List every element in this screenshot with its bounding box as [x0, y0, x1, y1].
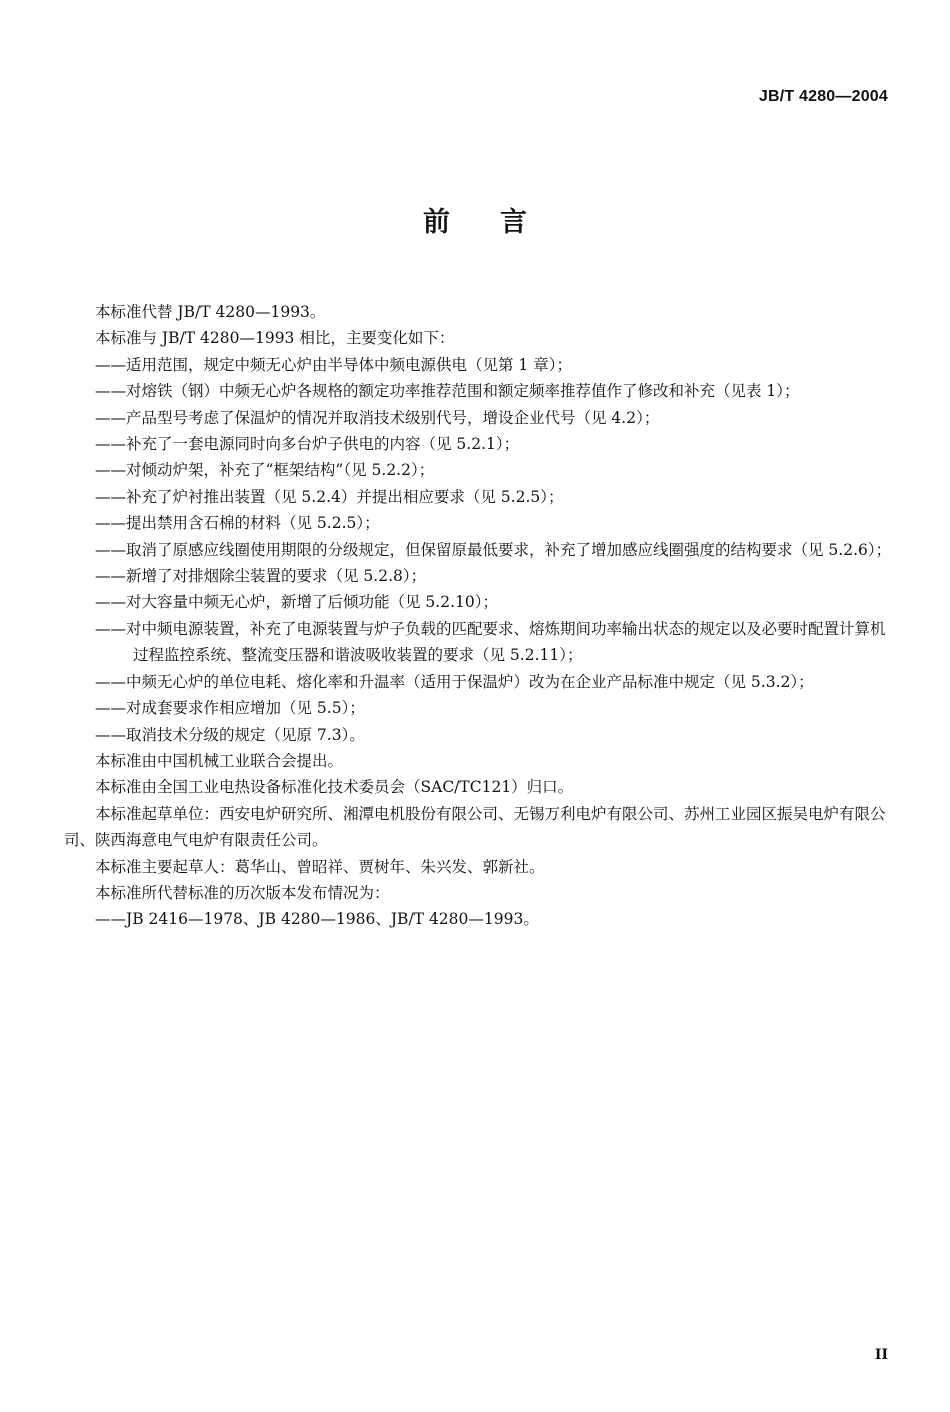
list-item: ——对成套要求作相应增加（见 5.5）；	[95, 699, 365, 718]
list-item: ——JB 2416—1978、JB 4280—1986、JB/T 4280—1993。	[95, 910, 539, 929]
page-title: 前言	[423, 207, 577, 238]
list-item: ——对倾动炉架，补充了“框架结构”（见 5.2.2）；	[95, 461, 435, 480]
list-item: ——适用范围，规定中频无心炉由半导体中频电源供电（见第 1 章）；	[95, 355, 572, 374]
paragraph: 本标准由中国机械工业联合会提出。	[95, 751, 344, 770]
list-item: ——对大容量中频无心炉，新增了后倾功能（见 5.2.10）；	[95, 593, 498, 612]
paragraph: 本标准由全国工业电热设备标准化技术委员会（SAC/TC121）归口。	[95, 778, 574, 797]
page-number: II	[874, 1347, 888, 1363]
list-item: ——补充了一套电源同时向多台炉子供电的内容（见 5.2.1）；	[95, 435, 520, 454]
paragraph: 本标准与 JB/T 4280—1993 相比，主要变化如下：	[95, 329, 455, 348]
list-item: ——提出禁用含石棉的材料（见 5.2.5）；	[95, 514, 380, 533]
list-item: ——中频无心炉的单位电耗、熔化率和升温率（适用于保温炉）改为在企业产品标准中规定（见 5.3.2）；	[95, 672, 814, 691]
paragraph: 本标准所代替标准的历次版本发布情况为：	[95, 883, 390, 902]
paragraph: 本标准主要起草人：葛华山、曾昭祥、贾树年、朱兴发、郭新社。	[95, 857, 545, 876]
paragraph: 本标准代替 JB/T 4280—1993。	[95, 303, 326, 321]
list-item: ——补充了炉衬推出装置（见 5.2.4）并提出相应要求（见 5.2.5）；	[95, 487, 564, 506]
list-item: ——取消了原感应线圈使用期限的分级规定，但保留原最低要求，补充了增加感应线圈强度的结构要求（见 5.2.6）；	[95, 540, 892, 559]
list-item: ——对中频电源装置，补充了电源装置与炉子负载的匹配要求、熔炼期间功率输出状态的规定以及必要时配置计算机过程监控系统、整流变压器和谐波吸收装置的要求（见 5.2.11）；	[95, 619, 886, 665]
paragraph: 本标准起草单位：西安电炉研究所、湘潭电机股份有限公司、无锡万利电炉有限公司、苏州工业园区振吴电炉有限公司、陕西海意电气电炉有限责任公司。	[64, 804, 886, 850]
standard-code: JB/T 4280—2004	[758, 88, 888, 105]
list-item: ——对熔铁（钢）中频无心炉各规格的额定功率推荐范围和额定频率推荐值作了修改和补充（见表 1）；	[95, 382, 800, 401]
list-item: ——产品型号考虑了保温炉的情况并取消技术级别代号，增设企业代号（见 4.2）；	[95, 408, 660, 427]
list-item: ——新增了对排烟除尘装置的要求（见 5.2.8）；	[95, 567, 427, 586]
list-item: ——取消技术分级的规定（见原 7.3）。	[95, 725, 365, 744]
foreword-body	[64, 299, 892, 933]
